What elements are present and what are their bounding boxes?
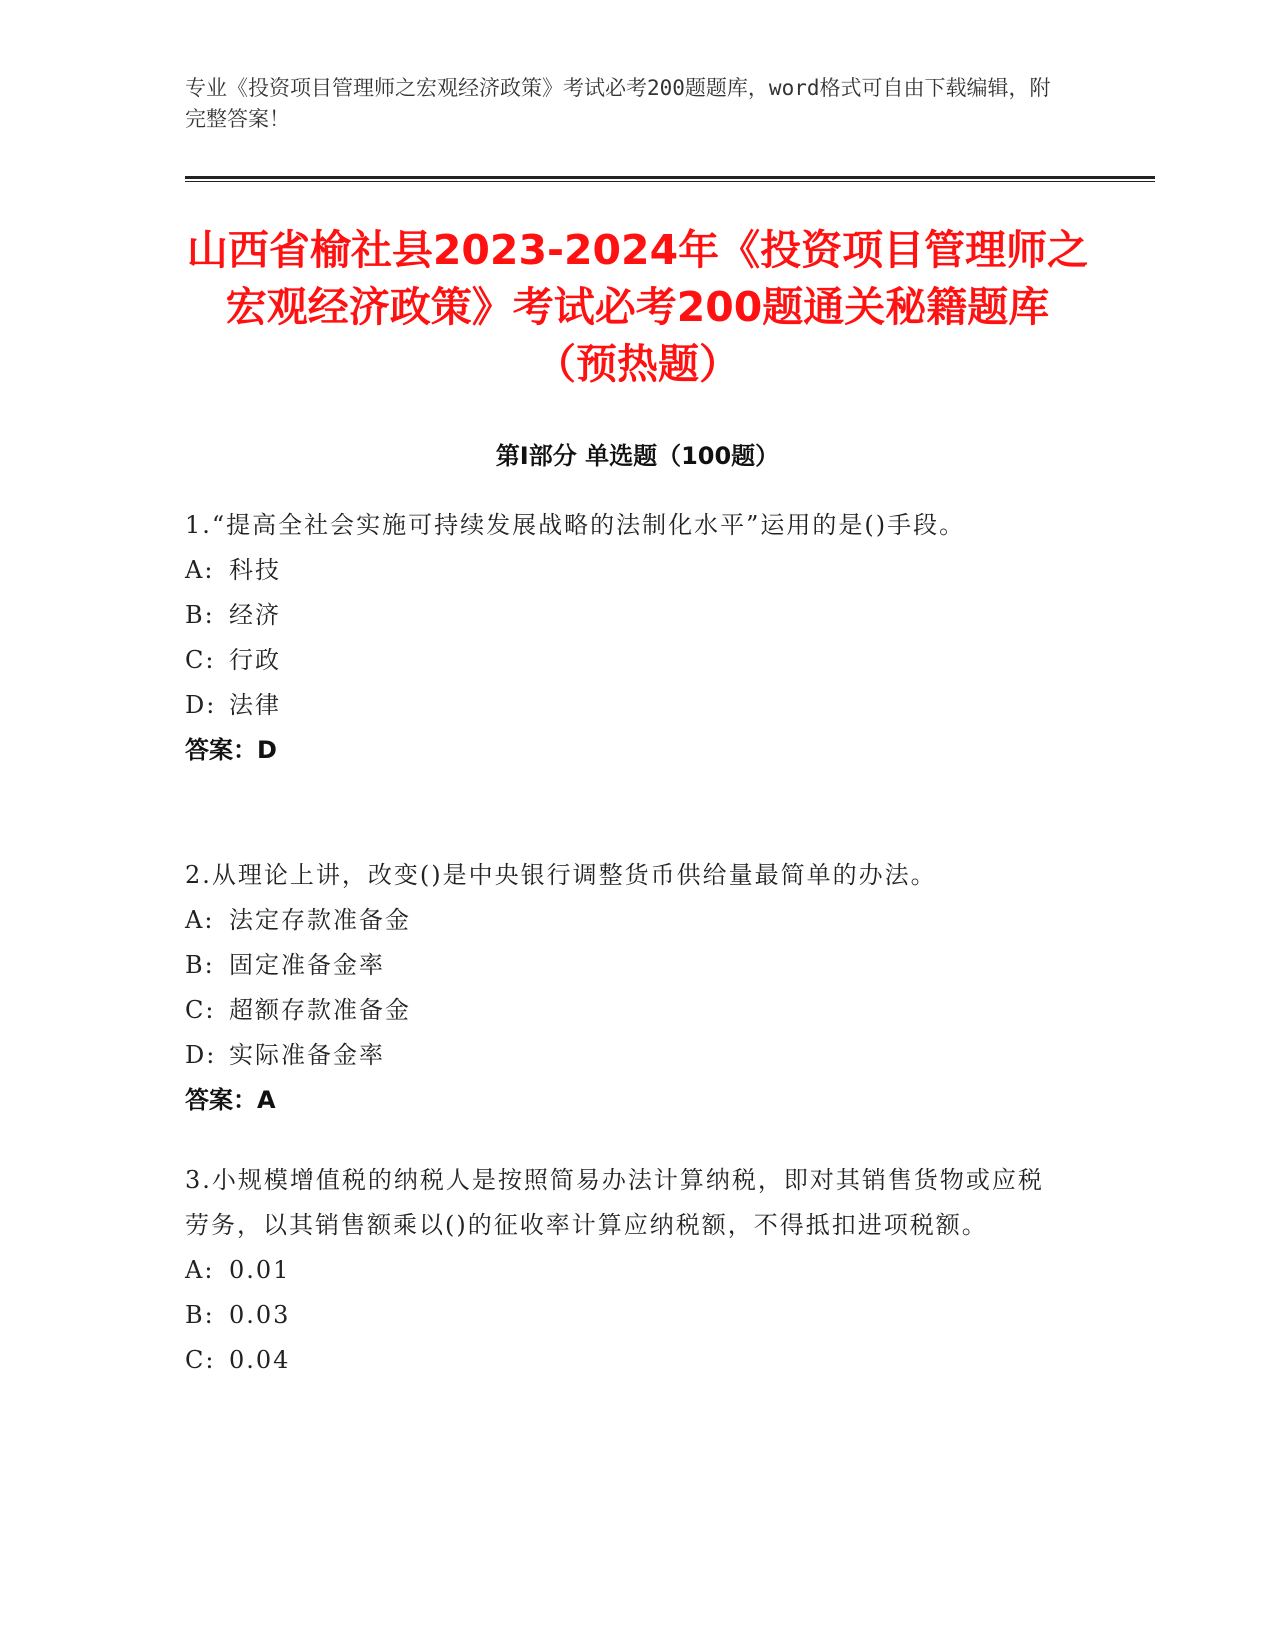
option-letter: D: <box>185 691 217 719</box>
option-a <box>185 898 1065 943</box>
option-text: 科技 <box>229 556 281 584</box>
option-text: 实际准备金率 <box>229 1041 385 1069</box>
option-a <box>185 1248 1065 1293</box>
option-c <box>185 638 1065 683</box>
question-text: 1.“提高全社会实施可持续发展战略的法制化水平”运用的是()手段。 <box>185 511 966 539</box>
option-letter: C: <box>185 646 216 674</box>
option-letter: B: <box>185 951 215 979</box>
option-text: 固定准备金率 <box>229 951 385 979</box>
option-text: 0.01 <box>229 1256 291 1284</box>
option-b <box>185 943 1065 988</box>
option-c <box>185 988 1065 1033</box>
answer: 答案：D <box>185 736 277 764</box>
option-d <box>185 1033 1065 1078</box>
question-text: 3.小规模增值税的纳税人是按照简易办法计算纳税，即对其销售货物或应税劳务，以其销售额乘以()的征收率计算应纳税额，不得抵扣进项税额。 <box>185 1166 1044 1239</box>
option-letter: A: <box>185 1256 215 1284</box>
question-2 <box>185 853 1065 1123</box>
option-d <box>185 683 1065 728</box>
option-text: 行政 <box>229 646 281 674</box>
option-letter: C: <box>185 996 216 1024</box>
option-text: 法律 <box>229 691 281 719</box>
option-b <box>185 1293 1065 1338</box>
option-c <box>185 1338 1065 1383</box>
section-title: 第I部分 单选题（100题） <box>495 442 780 470</box>
option-text: 0.03 <box>229 1301 291 1329</box>
option-letter: D: <box>185 1041 217 1069</box>
option-text: 经济 <box>229 601 281 629</box>
option-text: 法定存款准备金 <box>229 906 411 934</box>
document-title: 山西省榆社县2023-2024年《投资项目管理师之宏观经济政策》考试必考200题通关秘籍题库（预热题） <box>186 226 1089 388</box>
option-text: 0.04 <box>229 1346 291 1374</box>
header-rule-thin <box>185 181 1155 182</box>
header-note: 专业《投资项目管理师之宏观经济政策》考试必考200题题库，word格式可自由下载编辑，附完整答案！ <box>185 76 1051 131</box>
option-a <box>185 548 1065 593</box>
question-1 <box>185 503 1065 773</box>
option-letter: A: <box>185 906 215 934</box>
option-letter: B: <box>185 1301 215 1329</box>
option-b <box>185 593 1065 638</box>
option-letter: A: <box>185 556 215 584</box>
option-text: 超额存款准备金 <box>229 996 411 1024</box>
header-rule-thick <box>185 176 1155 179</box>
option-letter: B: <box>185 601 215 629</box>
question-text: 2.从理论上讲，改变()是中央银行调整货币供给量最简单的办法。 <box>185 861 937 889</box>
question-3 <box>185 1158 1065 1383</box>
option-letter: C: <box>185 1346 216 1374</box>
answer: 答案：A <box>185 1086 276 1114</box>
